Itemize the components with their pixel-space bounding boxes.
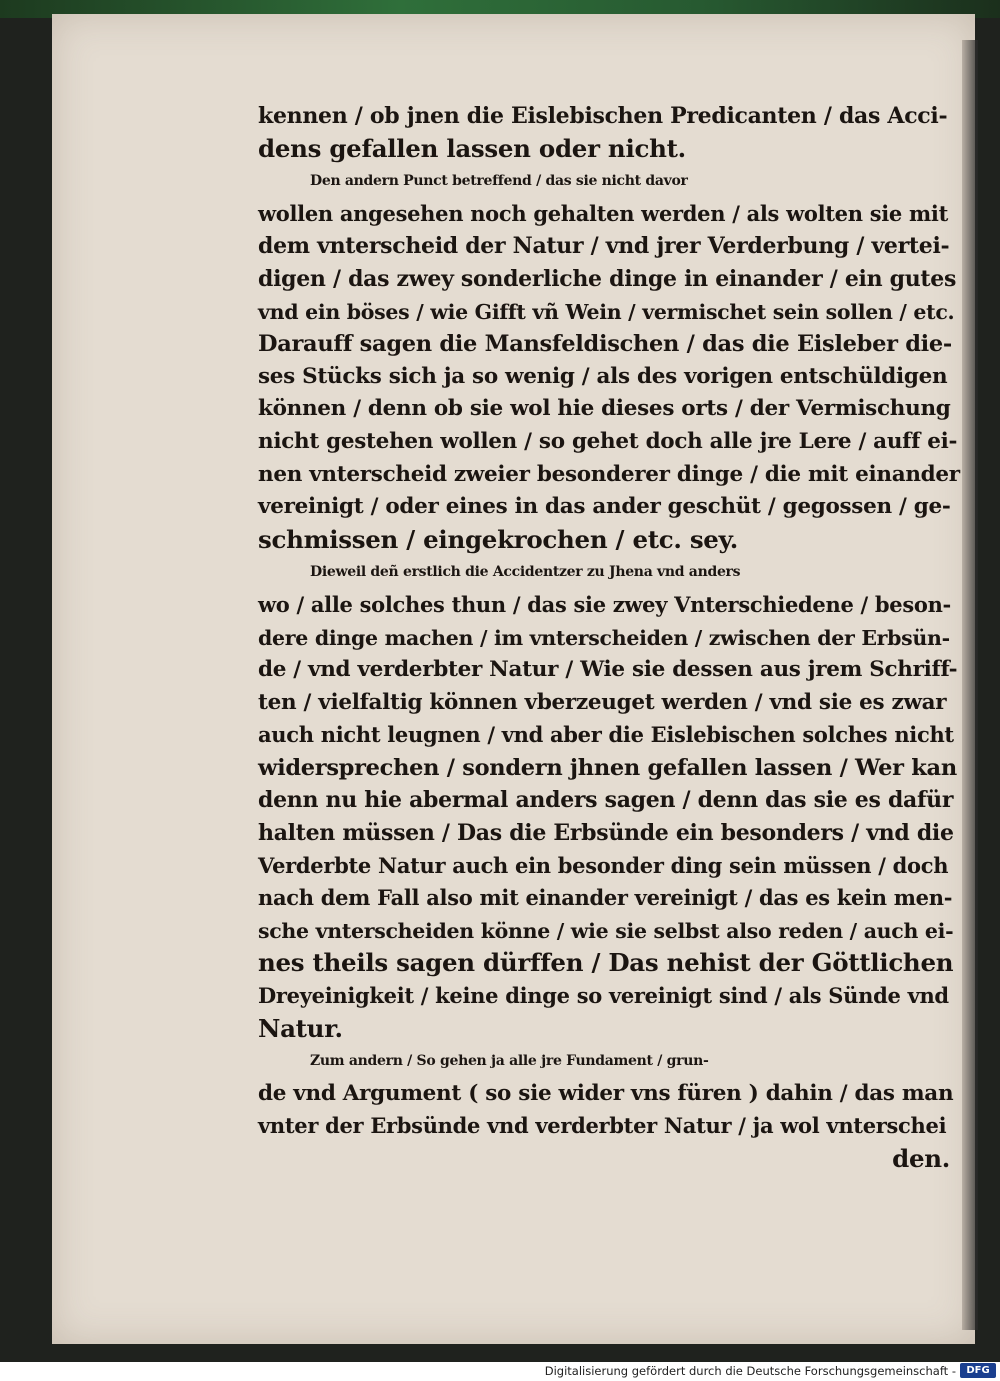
text-line: dere dinge machen / im vnterscheiden / zwischen der Erbsün- bbox=[258, 625, 950, 650]
funding-credit: Digitalisierung gefördert durch die Deutsche Forschungsgemeinschaft - bbox=[544, 1364, 956, 1378]
dfg-logo: DFG bbox=[960, 1363, 996, 1378]
text-line: digen / das zwey sonderliche dinge in einander / ein gutes bbox=[258, 265, 957, 292]
text-line: ses Stücks sich ja so wenig / als des vorigen entschüldigen bbox=[258, 363, 948, 389]
text-line: Den andern Punct betreffend / das sie nicht davor bbox=[310, 173, 688, 190]
text-line: nicht gestehen wollen / so gehet doch alle jre Lere / auff ei- bbox=[258, 428, 958, 454]
text-line: ten / vielfaltig können vberzeuget werden / vnd sie es zwar bbox=[258, 689, 947, 715]
text-line: kennen / ob jnen die Eislebischen Predicanten / das Acci- bbox=[258, 103, 948, 129]
text-line: Dreyeinigkeit / keine dinge so vereinigt sind / als Sünde vnd bbox=[258, 983, 949, 1009]
text-line: nen vnterscheid zweier besonderer dinge / die mit einander bbox=[258, 461, 960, 487]
text-line: auch nicht leugnen / vnd aber die Eislebischen solches nicht bbox=[258, 722, 954, 748]
text-line: dens gefallen lassen oder nicht. bbox=[258, 133, 686, 163]
page-gutter-shadow bbox=[962, 40, 978, 1330]
text-line: Zum andern / So gehen ja alle jre Fundament / grun- bbox=[310, 1053, 709, 1070]
text-line: Darauff sagen die Mansfeldischen / das die Eisleber die- bbox=[258, 331, 952, 358]
text-line: vnd ein böses / wie Gifft vñ Wein / vermischet sein sollen / etc. bbox=[258, 299, 955, 324]
text-line: Dieweil deñ erstlich die Accidentzer zu Jhena vnd anders bbox=[310, 564, 741, 581]
text-line: Verderbte Natur auch ein besonder ding sein müssen / doch bbox=[258, 852, 949, 878]
text-line: sche vnterscheiden könne / wie sie selbst also reden / auch ei- bbox=[258, 918, 954, 943]
text-line: nach dem Fall also mit einander vereinigt / das es kein men- bbox=[258, 885, 953, 911]
text-line: de / vnd verderbter Natur / Wie sie dessen aus jrem Schriff- bbox=[258, 657, 958, 683]
text-line: widersprechen / sondern jhnen gefallen lassen / Wer kan bbox=[258, 754, 957, 781]
page-text bbox=[258, 100, 958, 1176]
text-line: wo / alle solches thun / das sie zwey Vnterschiedene / beson- bbox=[258, 591, 951, 617]
text-line: Natur. bbox=[258, 1013, 343, 1043]
text-line: vnter der Erbsünde vnd verderbter Natur / ja wol vnterschei bbox=[258, 1113, 947, 1139]
text-line: nes theils sagen dürffen / Das nehist der Göttlichen bbox=[258, 948, 954, 978]
catchword: den. bbox=[892, 1144, 950, 1173]
text-line: de vnd Argument ( so sie wider vns füren ) dahin / das man bbox=[258, 1080, 954, 1106]
text-line: wollen angesehen noch gehalten werden / als wolten sie mit bbox=[258, 200, 948, 226]
text-line: denn nu hie abermal anders sagen / denn das sie es dafür bbox=[258, 787, 954, 814]
text-line: dem vnterscheid der Natur / vnd jrer Verderbung / vertei- bbox=[258, 233, 950, 260]
text-line: halten müssen / Das die Erbsünde ein besonders / vnd die bbox=[258, 820, 954, 847]
text-line: schmissen / eingekrochen / etc. sey. bbox=[258, 524, 738, 554]
text-line: können / denn ob sie wol hie dieses orts / der Vermischung bbox=[258, 396, 951, 422]
text-line: vereinigt / oder eines in das ander geschüt / gegossen / ge- bbox=[258, 494, 951, 520]
